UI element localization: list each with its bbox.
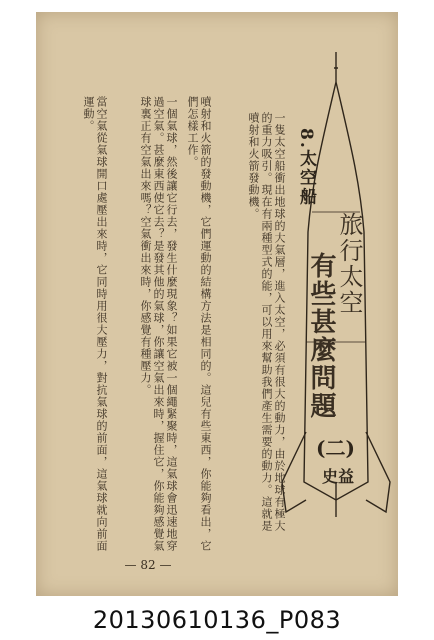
book-page <box>36 12 398 596</box>
rocket-fin-right <box>366 432 390 512</box>
paragraph-3: 一個氣球，然後讓它行去，發生什麼現象？如果它被一個繩緊聚時，這氣球會迅速地穿過空氣。甚麼東西使它去？是發其他的氣球，你讓空氣出來時，握住它，你能夠感覺氣球裏正有空氣出來嗎？空氣衝出來時，你感覺有種壓力。 <box>139 96 178 552</box>
section-title: 8.太空船 <box>296 128 316 207</box>
paragraph-4: 當空氣從氣球開口處壓出來時，它同時用很大壓力，對抗氣球的前面，這氣球就向前面運動。 <box>82 96 108 552</box>
illustration-heading-2: 有些甚麼問題 <box>306 252 336 420</box>
rocket-nose <box>334 52 338 82</box>
illustration-heading-1: 旅行太空 <box>335 212 363 316</box>
paragraph-2: 噴射和火箭的發動機，它們運動的結構方法是相同的。這兒有些東西，你能夠看出，它們怎樣工作。 <box>186 96 212 552</box>
page-number: — 82 — <box>124 558 172 572</box>
page-content <box>36 12 398 596</box>
illustration-signature: 史益 <box>322 467 355 486</box>
paragraph-1: 一隻太空船衝出地球的大氣層，進入太空，必須有很大的動力，由於地球有極大的重力吸引。現在有兩種型式的能，可以用來幫助我們產生需要的動力。這就是噴射和火箭發動機。 <box>247 112 286 532</box>
illustration-heading-3: (二) <box>316 436 355 460</box>
image-caption: 20130610136_P083 <box>92 606 342 634</box>
